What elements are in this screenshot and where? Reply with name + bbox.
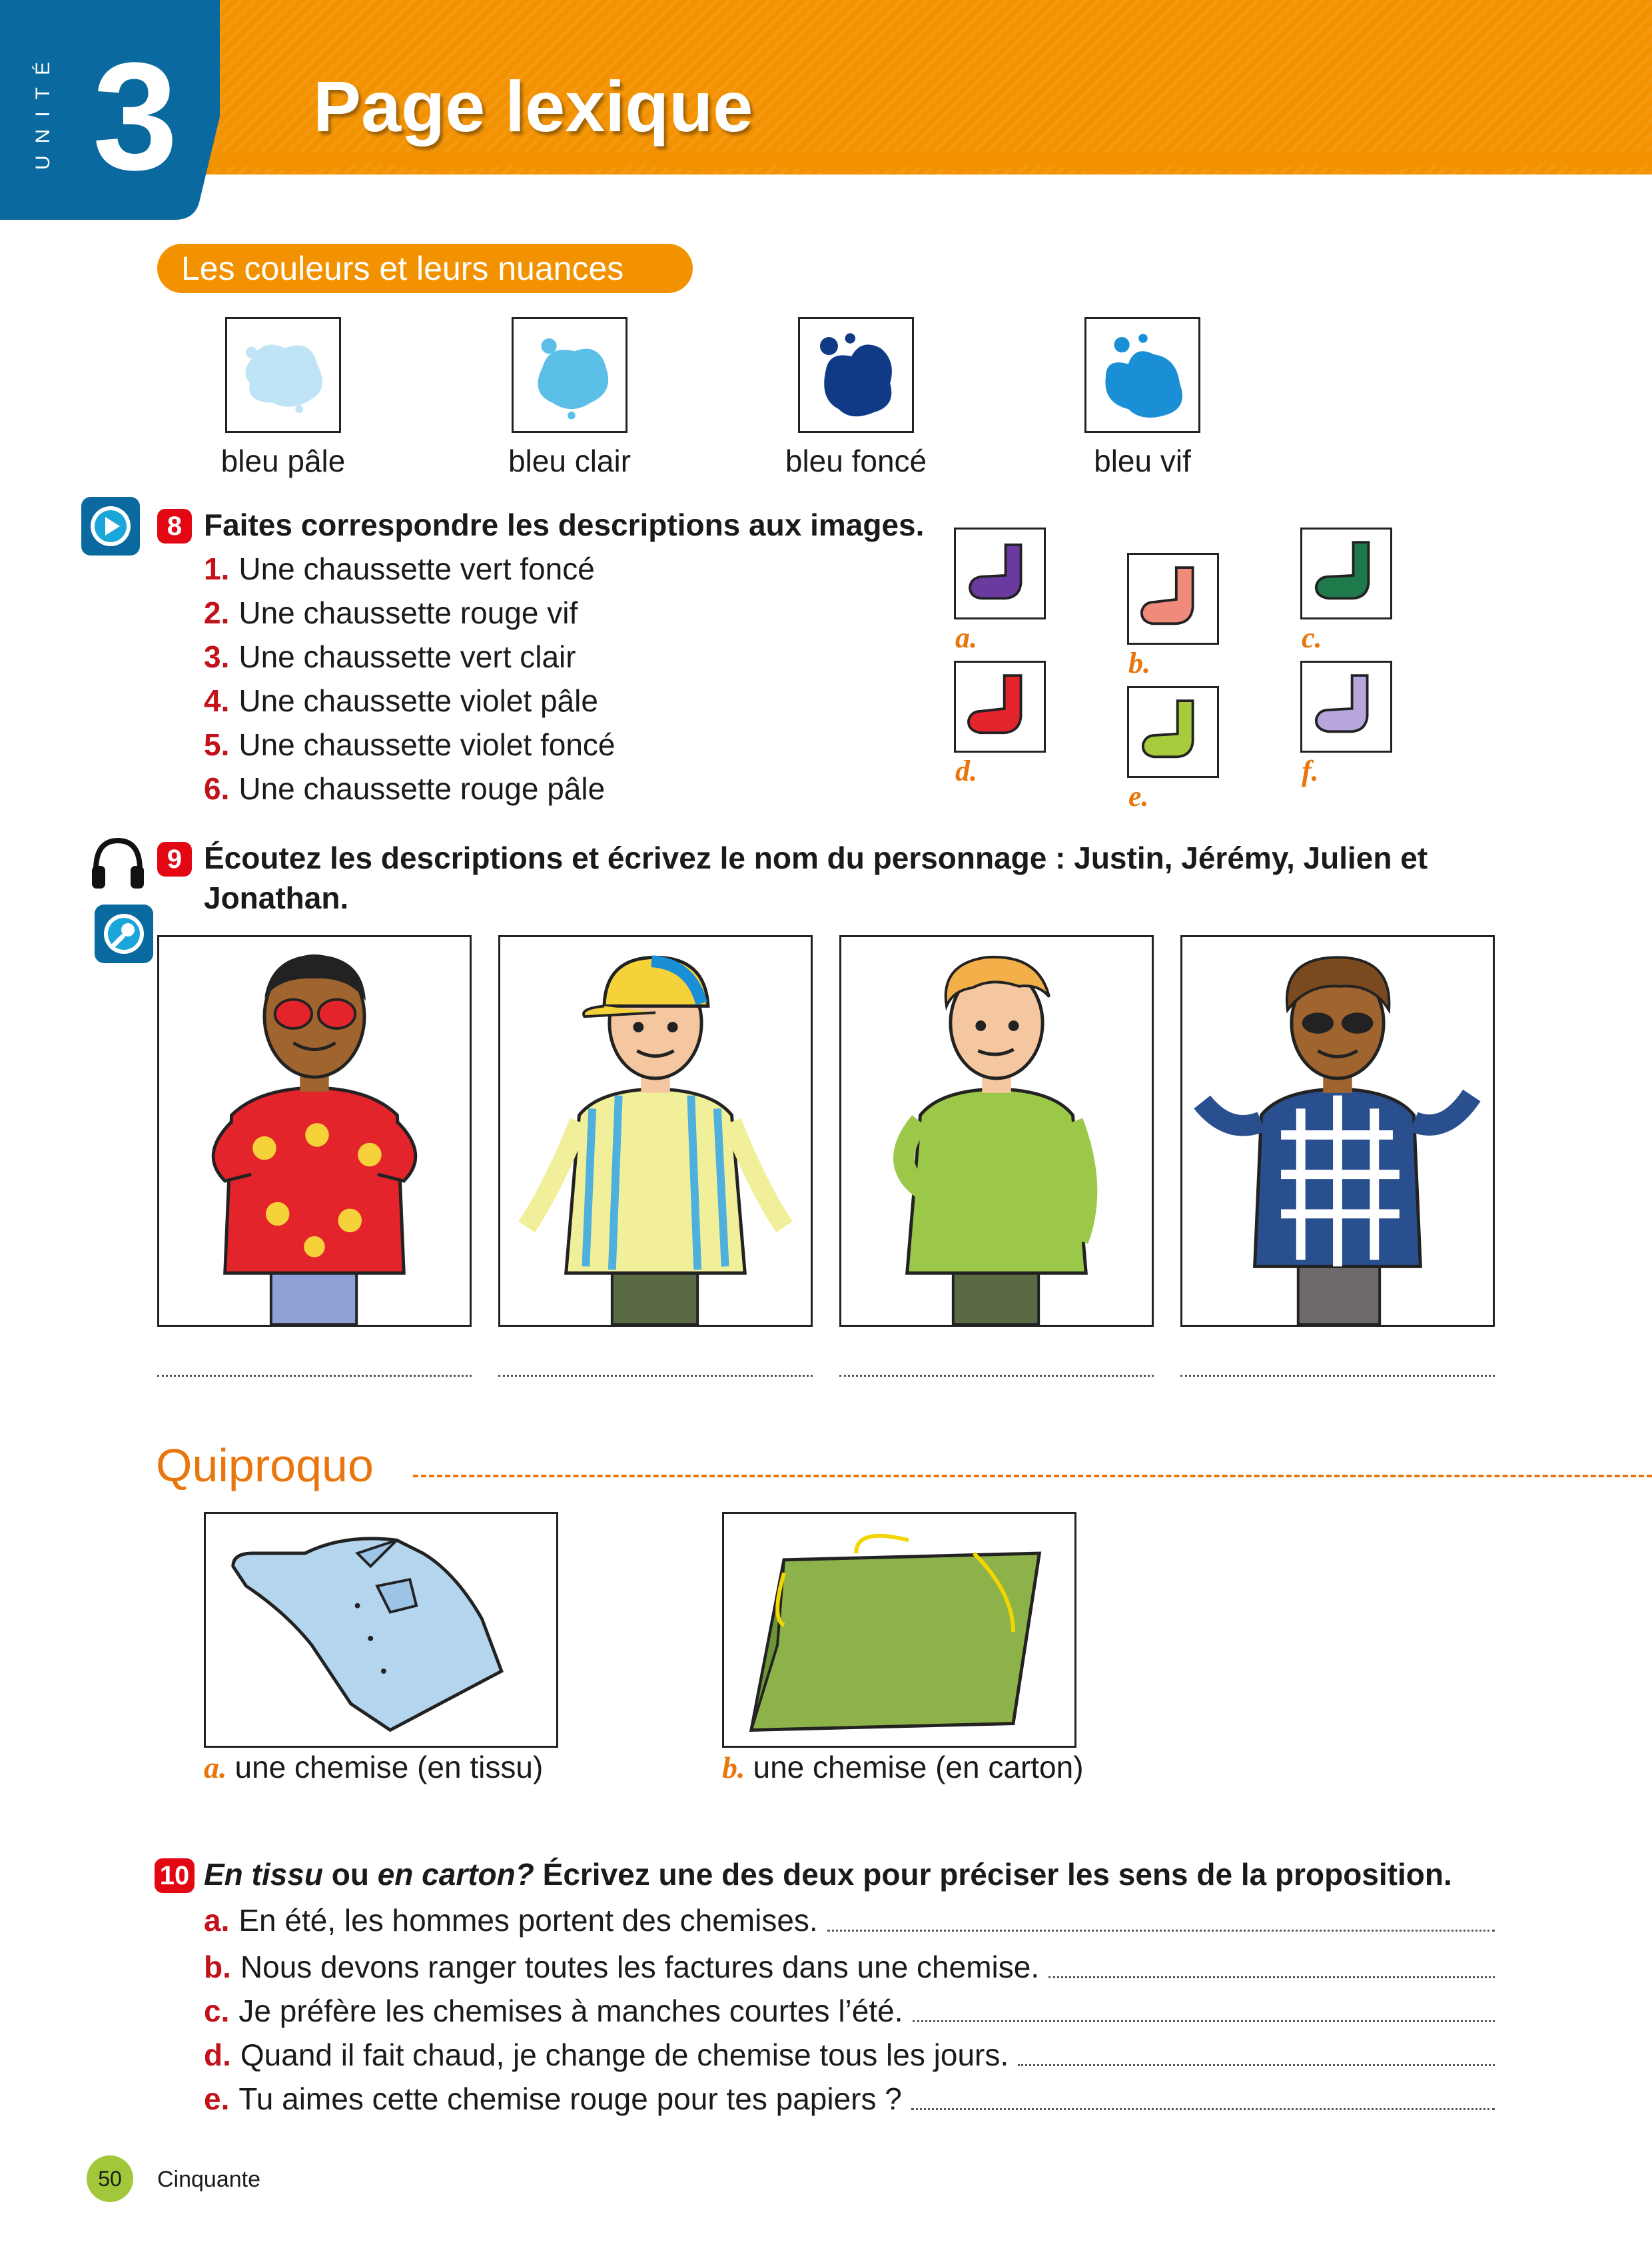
swatch-label: bleu foncé (785, 444, 927, 478)
swatch-label: bleu pâle (220, 444, 346, 478)
character-picture (498, 935, 813, 1327)
page-number-word: Cinquante (157, 2167, 261, 2192)
answer-line[interactable] (911, 2108, 1495, 2110)
exercise-number-badge: 10 (155, 1858, 195, 1893)
sock-label: a. (955, 621, 977, 654)
sock-image (954, 528, 1046, 619)
picture-caption: a. une chemise (en tissu) (204, 1750, 544, 1784)
sock-image (1127, 553, 1219, 645)
sock-image (954, 661, 1046, 753)
exercise-number-badge: 9 (157, 842, 192, 877)
sock-label: e. (1128, 780, 1149, 813)
video-play-icon[interactable] (80, 496, 141, 557)
quiproquo-title: Quiproquo (156, 1439, 374, 1491)
swatch-label: bleu clair (508, 444, 631, 478)
exercise-number-badge: 8 (157, 509, 192, 544)
swatch-bleu-pale (225, 317, 341, 433)
folder-cardboard-picture (722, 1512, 1076, 1748)
header-ragged-edge (200, 152, 1652, 179)
answer-line[interactable] (1018, 2064, 1495, 2066)
sentence-item: e. Tu aimes cette chemise rouge pour tes papiers ? (204, 2078, 1495, 2119)
picture-caption: b. une chemise (en carton) (722, 1750, 1084, 1784)
sentence-item: b. Nous devons ranger toutes les factures dans une chemise. (204, 1946, 1495, 1988)
unit-label: UNITÉ (32, 50, 54, 170)
sock-label: d. (955, 755, 977, 787)
sentence-item: a. En été, les hommes portent des chemises. (204, 1900, 1495, 1941)
answer-line[interactable] (913, 2020, 1495, 2022)
headphones-icon[interactable] (88, 833, 148, 893)
character-picture (839, 935, 1154, 1327)
exercise-instruction-line2: Jonathan. (204, 881, 349, 915)
list-item: 6. Une chaussette rouge pâle (204, 771, 606, 806)
character-picture (1180, 935, 1495, 1327)
list-item: 4. Une chaussette violet pâle (204, 683, 598, 718)
answer-line[interactable] (498, 1375, 813, 1377)
sock-image (1300, 661, 1392, 753)
section-title-pill: Les couleurs et leurs nuances (157, 244, 693, 293)
list-item: 1. Une chaussette vert foncé (204, 552, 595, 586)
list-item: 5. Une chaussette violet foncé (204, 727, 616, 762)
swatch-bleu-vif (1084, 317, 1200, 433)
exercise-instruction: Faites correspondre les descriptions aux images. (204, 508, 925, 542)
audio-track-icon[interactable] (93, 903, 155, 964)
list-item: 2. Une chaussette rouge vif (204, 595, 578, 630)
sentence-item: d. Quand il fait chaud, je change de chemise tous les jours. (204, 2034, 1495, 2075)
sock-label: f. (1302, 755, 1319, 787)
page-title: Page lexique (313, 66, 753, 147)
answer-line[interactable] (1048, 1976, 1495, 1978)
list-item: 3. Une chaussette vert clair (204, 639, 576, 674)
answer-line[interactable] (839, 1375, 1154, 1377)
exercise-instruction: En tissu ou en carton? Écrivez une des deux pour préciser les sens de la proposition. (204, 1857, 1452, 1892)
answer-line[interactable] (157, 1375, 472, 1377)
quiproquo-divider (413, 1475, 1652, 1477)
sock-label: b. (1128, 647, 1150, 679)
sentence-item: c. Je préfère les chemises à manches courtes l’été. (204, 1990, 1495, 2032)
swatch-bleu-fonce (798, 317, 914, 433)
shirt-fabric-picture (204, 1512, 558, 1748)
unit-number: 3 (93, 31, 178, 202)
sock-image (1127, 686, 1219, 778)
swatch-label: bleu vif (1094, 444, 1191, 478)
answer-line[interactable] (827, 1930, 1495, 1932)
swatch-bleu-clair (512, 317, 627, 433)
sock-image (1300, 528, 1392, 619)
answer-line[interactable] (1180, 1375, 1495, 1377)
sock-label: c. (1302, 621, 1322, 654)
character-picture (157, 935, 472, 1327)
exercise-instruction-line1: Écoutez les descriptions et écrivez le nom du personnage : Justin, Jérémy, Julien et (204, 841, 1428, 875)
page-number: 50 (87, 2155, 133, 2202)
